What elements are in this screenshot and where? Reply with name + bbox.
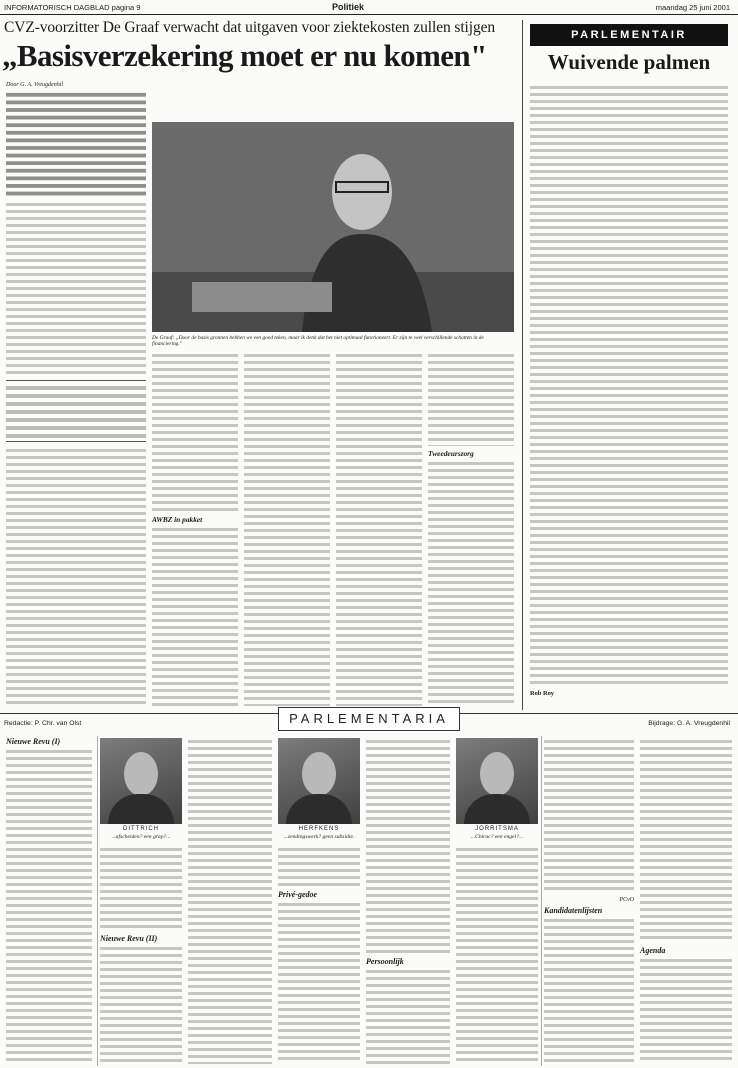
section-kandidatenlijsten: Kandidatenlijsten	[544, 906, 603, 915]
column-rule	[97, 736, 98, 1066]
signoff: PCvO	[619, 897, 634, 903]
bottom-column-7b	[544, 917, 634, 1064]
portrait-caption-herfkens: ...zendingswerk? geen subsidie.	[283, 834, 355, 840]
portrait-caption-dittrich: ...afscheiden? een grap?...	[111, 834, 171, 840]
article-column-5a	[428, 352, 514, 446]
band-editor: Redactie: P. Chr. van Olst	[4, 720, 82, 727]
header-paper-page: INFORMATORISCH DAGBLAD pagina 9	[4, 3, 141, 12]
parlementair-title: Wuivende palmen	[547, 50, 711, 74]
subhead-tweedeurszorg: Tweedeurszorg	[428, 449, 474, 458]
bottom-column-6	[456, 846, 538, 1064]
article-photo-de-graaf	[152, 122, 514, 332]
subhead-awbz: AWBZ in pakket	[152, 515, 203, 524]
article-column-3	[244, 352, 330, 706]
portrait-jorritsma	[456, 738, 538, 824]
bottom-column-2b	[100, 945, 182, 1064]
article-headline: „Basisverzekering moet er nu komen"	[2, 38, 487, 73]
article-kicker: CVZ-voorzitter De Graaf verwacht dat uitgaven voor ziektekosten zullen stijgen	[4, 19, 496, 36]
article-pullquote	[6, 380, 146, 442]
running-header	[0, 0, 738, 15]
section-nieuwe-revu-1: Nieuwe Revu (I)	[6, 737, 61, 746]
band-contributor: Bijdrage: G. A. Vreugdenhil	[648, 720, 730, 727]
article-column-4	[336, 352, 422, 706]
article-byline: Door G. A. Vreugdenhil	[6, 82, 64, 88]
bottom-column-1	[6, 748, 92, 1064]
parlementair-banner: PARLEMENTAIR	[530, 24, 728, 46]
bottom-column-5b	[366, 968, 450, 1064]
article-column-1a	[6, 201, 146, 375]
bottom-column-4b	[278, 901, 360, 1064]
parlementaria-logo: PARLEMENTARIA	[278, 707, 460, 731]
section-persoonlijk: Persoonlijk	[366, 957, 404, 966]
bottom-column-2a	[100, 846, 182, 930]
header-section: Politiek	[332, 2, 365, 12]
article-intro	[6, 91, 146, 197]
article-column-2b	[152, 526, 238, 706]
portrait-caption-jorritsma: ...Chirac? een engel?...	[470, 834, 524, 840]
portrait-herfkens	[278, 738, 360, 824]
portrait-dittrich	[100, 738, 182, 824]
portrait-name-dittrich: DITTRICH	[123, 826, 159, 832]
section-nieuwe-revu-2: Nieuwe Revu (II)	[100, 934, 158, 943]
bottom-column-3	[188, 738, 272, 1064]
bottom-column-4a	[278, 846, 360, 886]
article-column-2a	[152, 352, 238, 512]
header-date: maandag 25 juni 2001	[655, 3, 730, 12]
photo-caption: De Graaf: „Door de basis gronnen hebben we een goed teken, maar ik denk dat het niet optimaal functioneert. Er zijn te veel verschillende schotten in de financiering."	[152, 335, 484, 348]
article-column-1b	[6, 447, 146, 705]
parlementair-body	[530, 84, 728, 684]
portrait-name-jorritsma: JORRITSMA	[475, 826, 519, 832]
portrait-name-herfkens: HERFKENS	[298, 826, 340, 832]
bottom-column-5a	[366, 738, 450, 954]
column-rule	[541, 736, 542, 1066]
parlementair-author: Rob Roy	[530, 690, 554, 697]
article-column-5b	[428, 460, 514, 706]
photo-illustration	[152, 122, 514, 332]
bottom-column-8b	[640, 957, 732, 1064]
section-prive-gedoe: Privé-gedoe	[278, 890, 318, 899]
bottom-column-7a	[544, 738, 634, 894]
bottom-column-8a	[640, 738, 732, 942]
section-agenda: Agenda	[640, 946, 666, 955]
